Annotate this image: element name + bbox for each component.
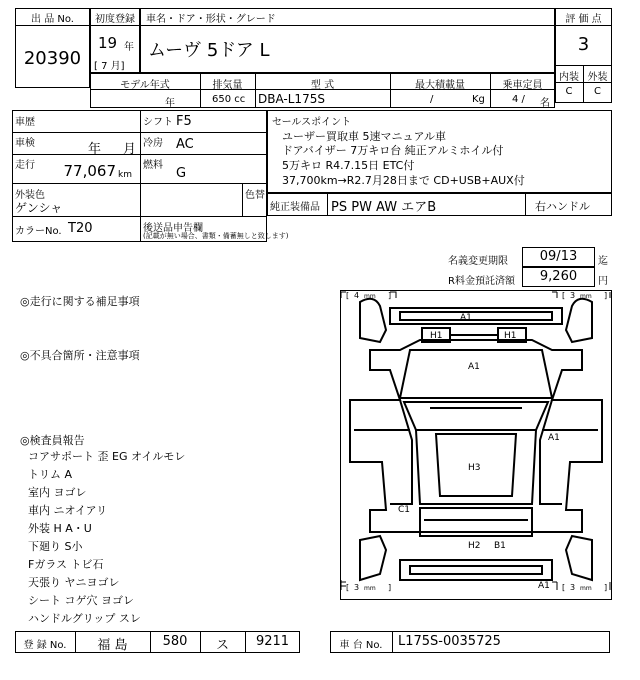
mileage-label: 走行 <box>15 160 35 171</box>
chassis-number: L175S-0035725 <box>398 634 501 649</box>
docs-label: 後送品申告欄 <box>143 223 203 234</box>
fuel-label: 燃料 <box>143 160 163 171</box>
sales-point-line: ドアバイザー 7万キロ台 純正アルミホイル付 <box>282 144 504 157</box>
svg-text:]: ] <box>388 583 392 592</box>
reg-region: 福 島 <box>97 638 128 653</box>
tire-unit-rl: mm <box>364 585 376 592</box>
mark-headlight-right: H1 <box>504 331 517 341</box>
tire-front-right-value: 3 <box>570 291 576 300</box>
first-registration-year: 19 <box>98 34 118 52</box>
tire-unit-rr: mm <box>580 585 592 592</box>
inspector-line: 下廻り S小 <box>28 540 83 553</box>
tire-front-left-value: 4 <box>354 291 360 300</box>
reg-no-label: 登 録 No. <box>23 640 67 651</box>
svg-text:]: ] <box>604 583 608 592</box>
reg-number: 9211 <box>255 634 290 649</box>
mark-headlight-left: H1 <box>430 331 443 341</box>
sales-point-line: 5万キロ R4.7.15日 ETC付 <box>282 159 415 172</box>
car-name: ムーヴ 5ドア L <box>148 40 270 61</box>
inspection-year: 年 <box>88 142 102 157</box>
history-label: 車歴 <box>15 117 35 128</box>
equipment-items: PS PW AW エアB <box>331 200 437 215</box>
model-year-unit: 年 <box>165 98 175 109</box>
max-load-unit: Kg <box>472 94 485 105</box>
inspector-line: 車内 ニオイアリ <box>28 504 108 517</box>
sales-point-line: 37,700km→R2.7月28日まで CD+USB+AUX付 <box>282 174 525 187</box>
capacity-value: 4 / <box>512 94 525 105</box>
tire-unit-fl: mm <box>364 293 376 300</box>
equipment-label: 純正装備品 <box>270 202 320 213</box>
chassis-label: 車 台 No. <box>339 640 383 651</box>
svg-text:[: [ <box>562 291 566 300</box>
tire-unit-fr: mm <box>580 293 592 300</box>
score-value: 3 <box>577 34 590 55</box>
inspector-line: 外装 H A・U <box>28 522 92 535</box>
inspector-line: コアサポート 歪 EG オイルモレ <box>28 450 186 463</box>
inspector-line: 室内 ヨゴレ <box>28 486 87 499</box>
mark-rear-gate-left: H2 <box>468 541 481 551</box>
mark-left-rear: C1 <box>398 505 411 515</box>
recycle-value: 9,260 <box>539 269 578 284</box>
inspector-line: 天張り ヤニヨゴレ <box>28 576 120 589</box>
year-unit: 年 <box>124 42 134 53</box>
mileage: 77,067 <box>63 162 116 180</box>
color: ゲンシャ <box>15 201 63 215</box>
interior-grade: C <box>565 86 573 97</box>
supplement-label: ◎走行に関する補足事項 <box>20 295 140 308</box>
mark-hood: A1 <box>468 362 480 372</box>
rear-bumper-outline <box>400 560 552 580</box>
name-change-label: 名義変更期限 <box>448 256 508 267</box>
svg-text:]: ] <box>388 291 392 300</box>
exterior-grade: C <box>594 86 601 97</box>
mark-right-front-fender: A1 <box>548 433 560 443</box>
fuel: G <box>176 166 187 181</box>
first-registration-month: [ 7 月] <box>94 61 125 72</box>
mark-roof: H3 <box>468 463 481 473</box>
defect-label: ◎不具合箇所・注意事項 <box>20 349 140 362</box>
svg-text:[: [ <box>562 583 566 592</box>
shift-label: シフト <box>143 117 173 128</box>
inspector-line: ハンドルグリップ スレ <box>28 612 141 625</box>
aircon: AC <box>176 137 194 152</box>
lot-number: 20390 <box>23 48 82 69</box>
sales-points-label: セールスポイント <box>272 117 352 128</box>
capacity-label: 乗車定員 <box>502 80 543 91</box>
capacity-unit: 名 <box>540 98 550 109</box>
name-change-value: 09/13 <box>539 249 578 264</box>
model-type: DBA-L175S <box>258 92 325 106</box>
tire-bracket-fl: [ <box>346 291 350 300</box>
tire-rear-right-value: 3 <box>570 583 576 592</box>
interior-label: 内装 <box>559 72 579 83</box>
name-change-unit: 迄 <box>598 256 608 267</box>
inspection-label: 車検 <box>15 138 35 149</box>
car-damage-diagram <box>340 290 612 600</box>
color-no-label: カラーNo. <box>15 226 62 237</box>
model-type-label: 型 式 <box>310 80 335 91</box>
shift: F5 <box>176 114 192 129</box>
svg-text:]: ] <box>604 291 608 300</box>
tire-rear-left-value: 3 <box>354 583 360 592</box>
sales-point-line: ユーザー買取車 5速マニュアル車 <box>282 130 447 143</box>
front-bumper-outline <box>390 308 562 324</box>
steering-side: 右ハンドル <box>535 200 590 213</box>
color-no: T20 <box>68 221 93 236</box>
reg-class: 580 <box>162 634 188 649</box>
mark-rear-bumper: A1 <box>538 581 550 591</box>
displacement: 650 cc <box>212 94 246 105</box>
model-year-label: モデル年式 <box>120 80 170 91</box>
docs-note: (記載が無い場合、書類・備蓄無しと致します) <box>143 232 289 240</box>
reg-kana: ス <box>215 638 229 653</box>
displacement-label: 排気量 <box>212 80 243 91</box>
first-registration-label: 初度登録 <box>95 14 135 25</box>
inspector-line: Fガラス トビ石 <box>28 558 104 571</box>
inspection-month: 月 <box>123 142 137 157</box>
mark-rear-gate-right: B1 <box>494 541 506 551</box>
exterior-label: 外装 <box>587 72 608 83</box>
inspector-label: ◎検査員報告 <box>20 434 85 447</box>
mileage-unit: km <box>118 170 132 180</box>
score-label: 評 価 点 <box>565 14 602 25</box>
svg-text:[: [ <box>346 583 350 592</box>
recycle-unit: 円 <box>598 276 608 287</box>
max-load-value: / <box>430 94 434 105</box>
recolor-label: 色替 <box>245 190 265 201</box>
car-name-label: 車名・ドア・形状・グレード <box>146 14 276 25</box>
inspector-line: シート コゲ穴 ヨゴレ <box>28 594 134 607</box>
lot-number-label: 出 品 No. <box>31 14 74 25</box>
inspector-line: トリム A <box>28 468 73 481</box>
max-load-label: 最大積載量 <box>415 80 465 91</box>
aircon-label: 冷房 <box>143 138 163 149</box>
recycle-label: R料金預託済額 <box>448 276 515 287</box>
mark-front-bumper: A1 <box>460 313 472 323</box>
color-label: 外装色 <box>15 190 45 201</box>
